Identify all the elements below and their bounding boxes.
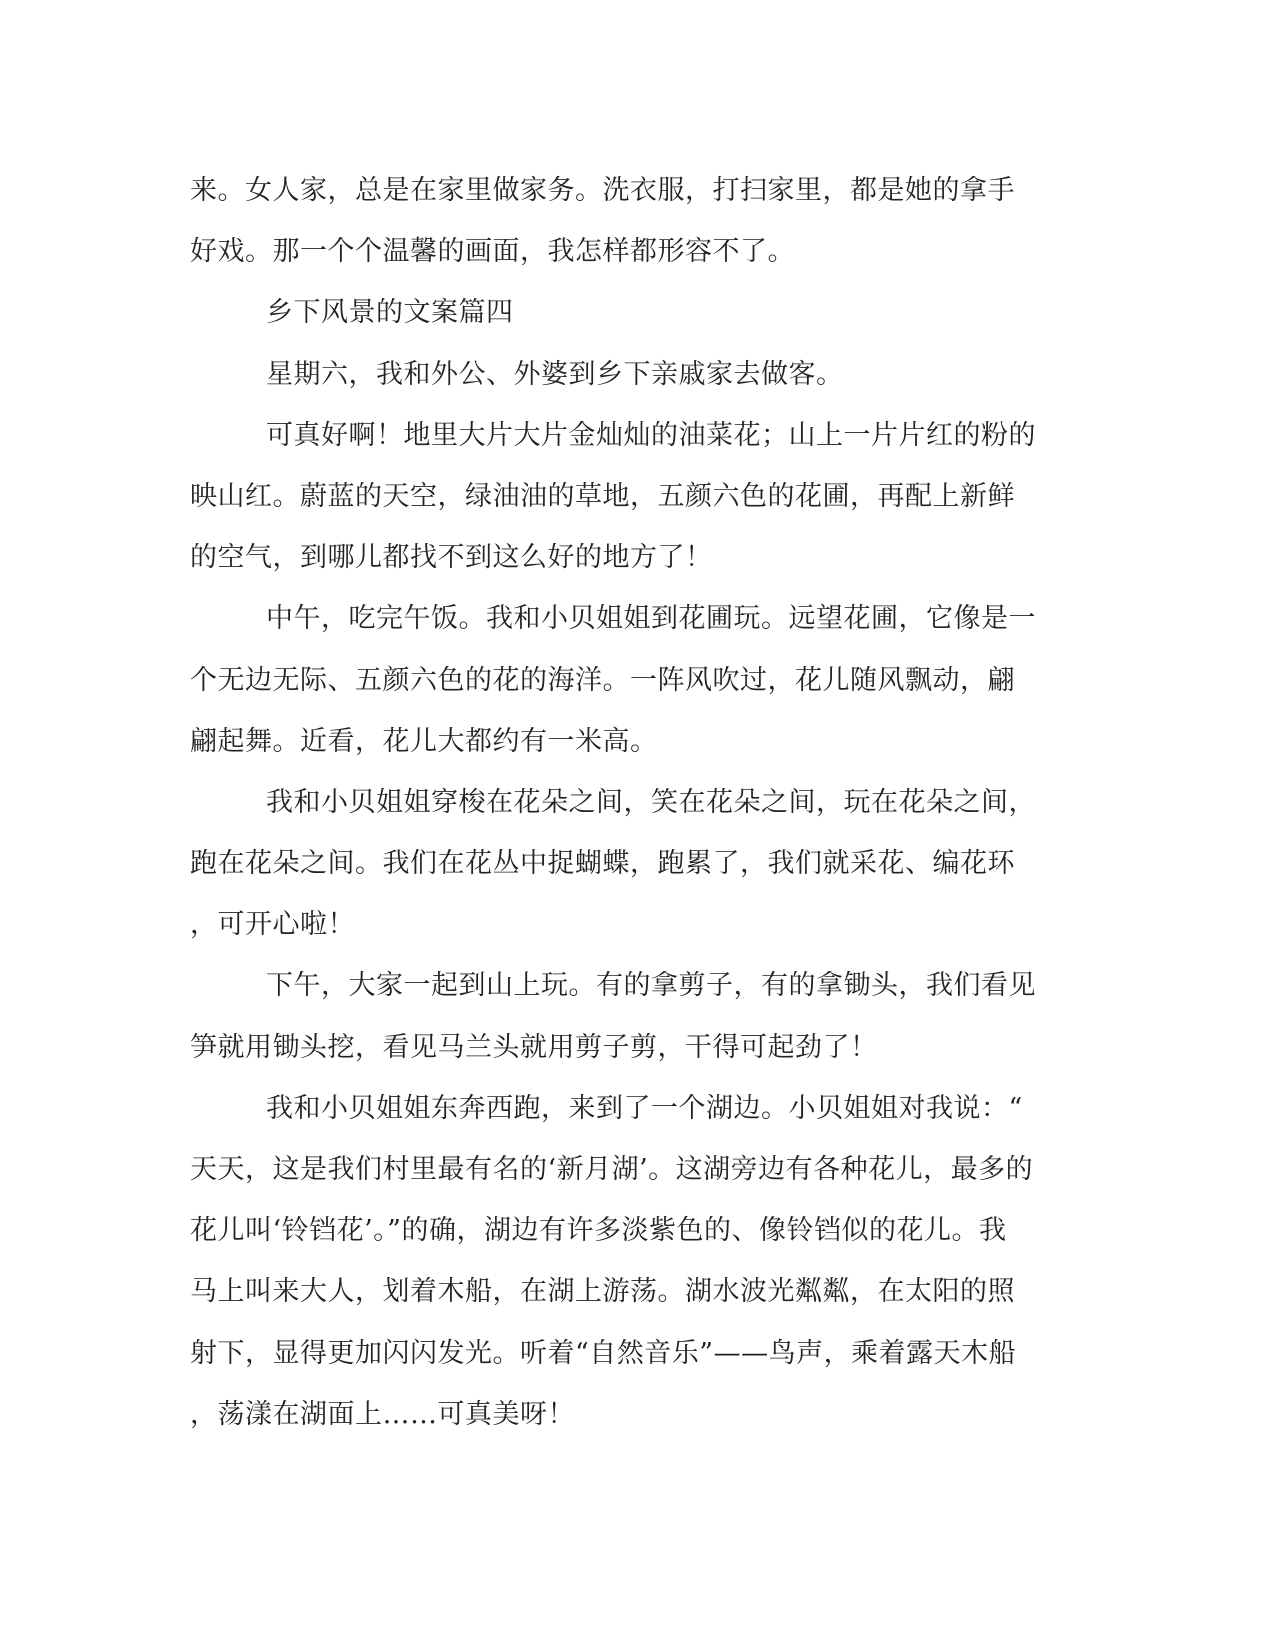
text-line: 中午，吃完午饭。我和小贝姐姐到花圃玩。远望花圃，它像是一	[266, 603, 1036, 635]
text-line: 可真好啊！地里大片大片金灿灿的油菜花；山上一片片红的粉的	[266, 419, 1036, 451]
text-line: 星期六，我和外公、外婆到乡下亲戚家去做客。	[266, 358, 844, 390]
text-line: 的空气，到哪儿都找不到这么好的地方了！	[190, 542, 713, 574]
section-heading: 乡下风景的文案篇四	[266, 297, 514, 329]
body-text	[190, 160, 1090, 1445]
text-line: 我和小贝姐姐东奔西跑，来到了一个湖边。小贝姐姐对我说：“	[266, 1092, 1023, 1124]
text-line: 我和小贝姐姐穿梭在花朵之间，笑在花朵之间，玩在花朵之间，	[266, 786, 1036, 818]
text-line: 下午，大家一起到山上玩。有的拿剪子，有的拿锄头，我们看见	[266, 970, 1036, 1002]
text-line: 翩起舞。近看，花儿大都约有一米高。	[190, 725, 658, 757]
text-line: 来。女人家，总是在家里做家务。洗衣服，打扫家里，都是她的拿手	[190, 175, 1015, 206]
text-line: 天天，这是我们村里最有名的‘新月湖’。这湖旁边有各种花儿，最多的	[190, 1154, 1034, 1185]
text-line: 映山红。蔚蓝的天空，绿油油的草地，五颜六色的花圃，再配上新鲜	[190, 480, 1015, 512]
text-line: 马上叫来大人，划着木船，在湖上游荡。湖水波光粼粼，在太阳的照	[190, 1276, 1015, 1308]
text-line: 射下，显得更加闪闪发光。听着“自然音乐”——鸟声，乘着露天木船	[190, 1337, 1017, 1369]
text-line: 笋就用锄头挖，看见马兰头就用剪子剪，干得可起劲了！	[190, 1031, 878, 1063]
text-line: 跑在花朵之间。我们在花丛中捉蝴蝶，跑累了，我们就采花、编花环	[190, 848, 1015, 880]
text-line: 花儿叫‘铃铛花’。”的确，湖边有许多淡紫色的、像铃铛似的花儿。我	[190, 1215, 1007, 1247]
text-line: ，可开心啦！	[190, 909, 355, 941]
text-line: ，荡漾在湖面上……可真美呀！	[190, 1398, 575, 1430]
text-line: 个无边无际、五颜六色的花的海洋。一阵风吹过，花儿随风飘动，翩	[190, 664, 1015, 696]
text-line: 好戏。那一个个温馨的画面，我怎样都形容不了。	[190, 236, 795, 268]
